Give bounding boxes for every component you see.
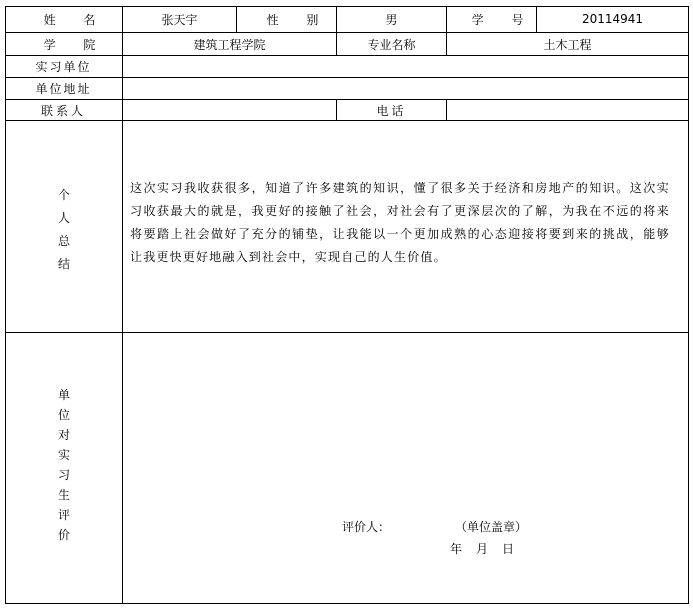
summary-label-char: 人 <box>57 211 70 225</box>
phone-value <box>447 100 688 120</box>
col-line <box>688 6 689 604</box>
unit-stamp-label: （单位盖章） <box>455 519 528 534</box>
evaluation-label-char: 实 <box>57 448 70 462</box>
college-label: 学 院 <box>43 37 108 52</box>
student-id-value: 20114941 <box>581 12 644 26</box>
student-id-label: 学 号 <box>471 12 536 27</box>
contact-value <box>123 100 336 120</box>
gender-value: 男 <box>385 12 398 27</box>
name-label: 姓 名 <box>43 12 108 27</box>
evaluation-label-char: 价 <box>57 528 70 542</box>
row-line <box>5 332 689 333</box>
major-label: 专业名称 <box>367 37 416 52</box>
row-line <box>5 603 689 604</box>
internship-unit-value <box>123 56 688 77</box>
contact-label: 联系人 <box>40 103 86 118</box>
evaluation-label-char: 评 <box>57 508 70 522</box>
evaluation-label-char: 习 <box>57 468 70 482</box>
summary-label-char: 结 <box>57 257 70 271</box>
evaluation-label <box>54 385 74 545</box>
summary-text: 这次实习我收获很多，知道了许多建筑的知识，懂了很多关于经济和房地产的知识。这次实习收获最大的就是，我更好的接触了社会，对社会有了更深层次的了解，为我在不远的将来将要踏上社会做好了充分的铺垫，让我能以一个更加成熟的心态迎接将要到来的挑战，能够让我更快更好地融入到社会中，实现自己的人生价值。 <box>130 181 670 264</box>
evaluation-label-char: 单 <box>57 388 70 402</box>
row-line <box>5 120 689 121</box>
evaluation-label-char: 对 <box>57 428 70 442</box>
evaluation-label-char: 生 <box>57 488 70 502</box>
unit-address-value <box>123 78 688 99</box>
summary-label <box>54 184 74 276</box>
summary-label-char: 个 <box>57 188 70 202</box>
evaluator-label: 评价人： <box>342 519 391 534</box>
name-value: 张天宇 <box>161 12 198 27</box>
college-value: 建筑工程学院 <box>193 37 266 52</box>
gender-label: 性 别 <box>266 12 331 27</box>
date-label: 年 月 日 <box>450 541 516 556</box>
major-value: 土木工程 <box>543 37 592 52</box>
internship-unit-label: 实习单位 <box>35 60 92 74</box>
evaluation-label-char: 位 <box>57 408 70 422</box>
summary-label-char: 总 <box>57 234 70 248</box>
phone-label: 电话 <box>376 103 407 118</box>
unit-address-label: 单位地址 <box>35 82 92 96</box>
